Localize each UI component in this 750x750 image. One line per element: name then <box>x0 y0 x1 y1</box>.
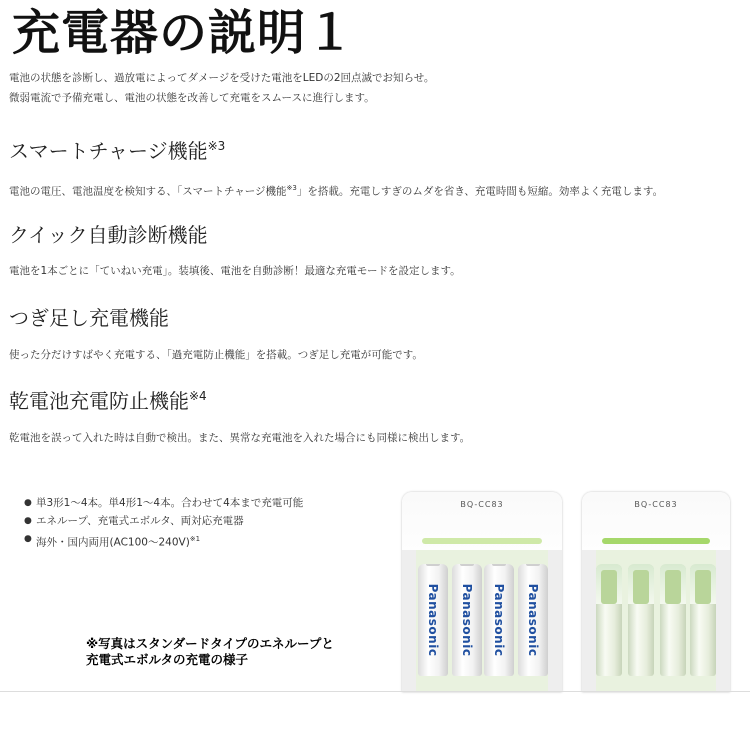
battery-eneloop <box>452 564 482 676</box>
charger-model-label: BQ-CC83 <box>634 500 678 509</box>
charger-photo-evolta <box>582 492 730 692</box>
battery-evolta <box>690 564 716 676</box>
intro-line-1: 電池の状態を診断し、過放電によってダメージを受けた電池をLEDの2回点滅でお知らせ。 <box>9 72 435 84</box>
battery-eneloop <box>518 564 548 676</box>
page-title: 充電器の説明１ <box>12 5 356 61</box>
battery-brand-label: Panasonic <box>492 583 506 657</box>
spec-text: 単3形1～4本。単4形1～4本。合わせて4本まで充電可能 <box>36 497 304 509</box>
feature-heading-smart-charge <box>9 138 225 167</box>
battery-evolta <box>596 564 622 676</box>
feature-heading-text: 乾電池充電防止機能 <box>9 389 189 413</box>
feature-desc-quick-diagnosis: 電池を1本ごとに「ていねい充電」。装填後、電池を自動診断！最適な充電モードを設定します。 <box>9 265 461 277</box>
battery-eneloop <box>484 564 514 676</box>
battery-label-strip <box>665 570 681 604</box>
battery-evolta <box>660 564 686 676</box>
feature-heading-quick-diagnosis: クイック自動診断機能 <box>9 223 208 247</box>
photo-caption-line-1: ※写真はスタンダードタイプのエネループと <box>86 636 334 651</box>
feature-heading-dry-cell-protection <box>9 388 207 417</box>
charger-model-label: BQ-CC83 <box>460 500 504 509</box>
charger-side <box>548 550 562 692</box>
battery-terminal <box>526 564 540 566</box>
feature-heading-text: スマートチャージ機能 <box>9 139 208 163</box>
feature-heading-top-up: つぎ足し充電機能 <box>9 306 169 330</box>
battery-label-strip <box>601 570 617 604</box>
footnote-marker: ※3 <box>286 184 297 192</box>
spec-item <box>24 530 303 552</box>
battery-label-strip <box>695 570 711 604</box>
footnote-marker: ※3 <box>207 139 226 153</box>
battery-terminal <box>460 564 474 566</box>
spec-text: 海外・国内両用(AC100～240V) <box>36 536 190 549</box>
intro-text <box>9 68 434 108</box>
spec-item <box>24 512 303 530</box>
battery-eneloop <box>418 564 448 676</box>
footnote-marker: ※1 <box>189 535 201 543</box>
spec-item <box>24 494 303 512</box>
feature-desc-text: 」を搭載。充電しすぎのムダを省き、充電時間も短縮。効率よく充電します。 <box>296 185 664 198</box>
footnote-marker: ※4 <box>189 389 207 403</box>
bullet-icon: ● <box>24 534 32 544</box>
charger-side <box>582 550 596 692</box>
feature-desc-dry-cell-protection: 乾電池を誤って入れた時は自動で検出。また、異常な充電池を入れた場合にも同様に検出します。 <box>9 432 471 444</box>
charger-led-bar <box>602 538 710 544</box>
spec-text: エネループ、充電式エボルタ、両対応充電器 <box>36 515 244 527</box>
photo-caption <box>86 636 334 668</box>
spec-list <box>24 494 303 552</box>
charger-side <box>716 550 730 692</box>
charger-photo-eneloop <box>402 492 562 692</box>
divider <box>0 691 750 692</box>
charger-side <box>402 550 416 692</box>
intro-line-2: 微弱電流で予備充電し、電池の状態を改善して充電をスムースに進行します。 <box>9 92 375 104</box>
feature-desc-top-up: 使った分だけすばやく充電する、「過充電防止機能」を搭載。つぎ足し充電が可能です。 <box>9 349 423 361</box>
battery-terminal <box>492 564 506 566</box>
battery-brand-label: Panasonic <box>426 583 440 657</box>
battery-evolta <box>628 564 654 676</box>
battery-label-strip <box>633 570 649 604</box>
battery-terminal <box>426 564 440 566</box>
battery-brand-label: Panasonic <box>460 583 474 657</box>
charger-led-bar <box>422 538 542 544</box>
battery-brand-label: Panasonic <box>526 583 540 657</box>
feature-desc-text: 電池の電圧、電池温度を検知する、「スマートチャージ機能 <box>9 185 287 198</box>
bullet-icon: ● <box>24 498 32 508</box>
feature-desc-smart-charge <box>9 180 663 200</box>
bullet-icon: ● <box>24 516 32 526</box>
photo-caption-line-2: 充電式エボルタの充電の様子 <box>86 652 249 667</box>
